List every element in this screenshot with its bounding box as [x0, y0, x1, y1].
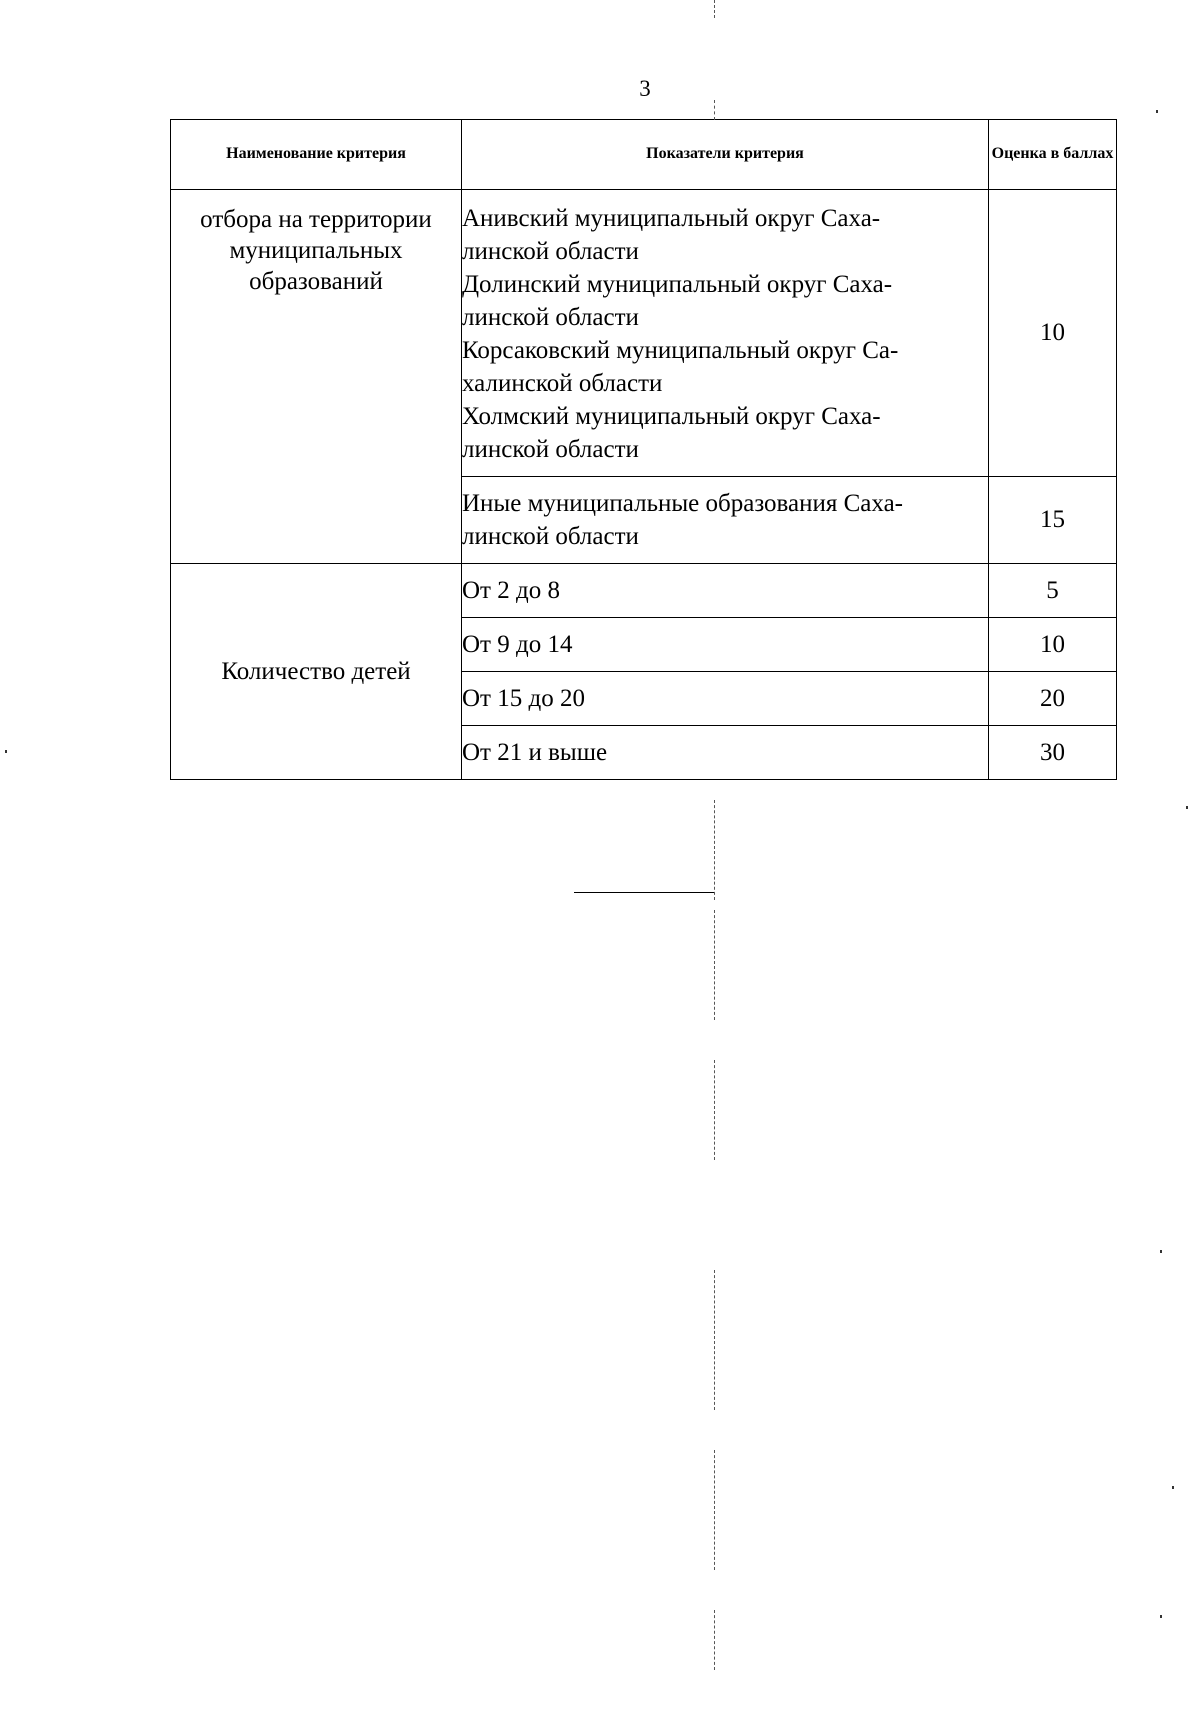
indicator-line: халинской области [462, 370, 663, 397]
scan-artifact-line [714, 1450, 715, 1570]
table-header-row [171, 120, 1117, 190]
scan-artifact-line [714, 800, 715, 900]
indicator-line: линской области [462, 523, 639, 550]
table-row [171, 564, 1117, 618]
indicator-cell [462, 477, 989, 564]
criterion-name-territory: отбора на территории муниципальных образований [171, 190, 462, 564]
scan-artifact-line [714, 1060, 715, 1160]
end-of-document-rule [574, 892, 714, 893]
criteria-table [170, 119, 1117, 780]
indicator-line: Иные муниципальные образования Саха- [462, 490, 903, 517]
indicator-line: Анивский муниципальный округ Саха- [462, 205, 881, 232]
score-cell: 30 [989, 726, 1117, 780]
scan-artifact-line [714, 1610, 715, 1670]
table-row [171, 190, 1117, 477]
scan-artifact-dot [1160, 1615, 1162, 1618]
indicator-line: Долинский муниципальный округ Саха- [462, 271, 893, 298]
scan-artifact-line [714, 0, 715, 18]
scan-artifact-dot [1156, 110, 1158, 113]
scan-artifact-dot [1186, 806, 1188, 809]
scan-artifact-line [714, 100, 715, 120]
scan-artifact-line [714, 1270, 715, 1410]
indicator-line: линской области [462, 436, 639, 463]
criterion-name-children-count: Количество детей [171, 564, 462, 780]
header-score: Оценка в баллах [989, 120, 1117, 190]
indicator-line: Корсаковский муниципальный округ Са- [462, 337, 899, 364]
indicator-line: Холмский муниципальный округ Саха- [462, 403, 881, 430]
scan-artifact-dot [5, 750, 7, 753]
indicator-cell: От 15 до 20 [462, 672, 989, 726]
indicator-line: линской области [462, 304, 639, 331]
scan-artifact-dot [1160, 1250, 1162, 1253]
indicator-cell: От 2 до 8 [462, 564, 989, 618]
score-cell: 20 [989, 672, 1117, 726]
score-cell: 10 [989, 190, 1117, 477]
indicator-cell [462, 190, 989, 477]
page-number: 3 [639, 76, 651, 101]
indicator-cell: От 21 и выше [462, 726, 989, 780]
score-cell: 10 [989, 618, 1117, 672]
scan-artifact-dot [1172, 1486, 1174, 1489]
score-cell: 5 [989, 564, 1117, 618]
indicator-cell: От 9 до 14 [462, 618, 989, 672]
header-criterion-name: Наименование критерия [171, 120, 462, 190]
header-criterion-indicators: Показатели критерия [462, 120, 989, 190]
indicator-line: линской области [462, 238, 639, 265]
scan-artifact-line [714, 910, 715, 1020]
score-cell: 15 [989, 477, 1117, 564]
